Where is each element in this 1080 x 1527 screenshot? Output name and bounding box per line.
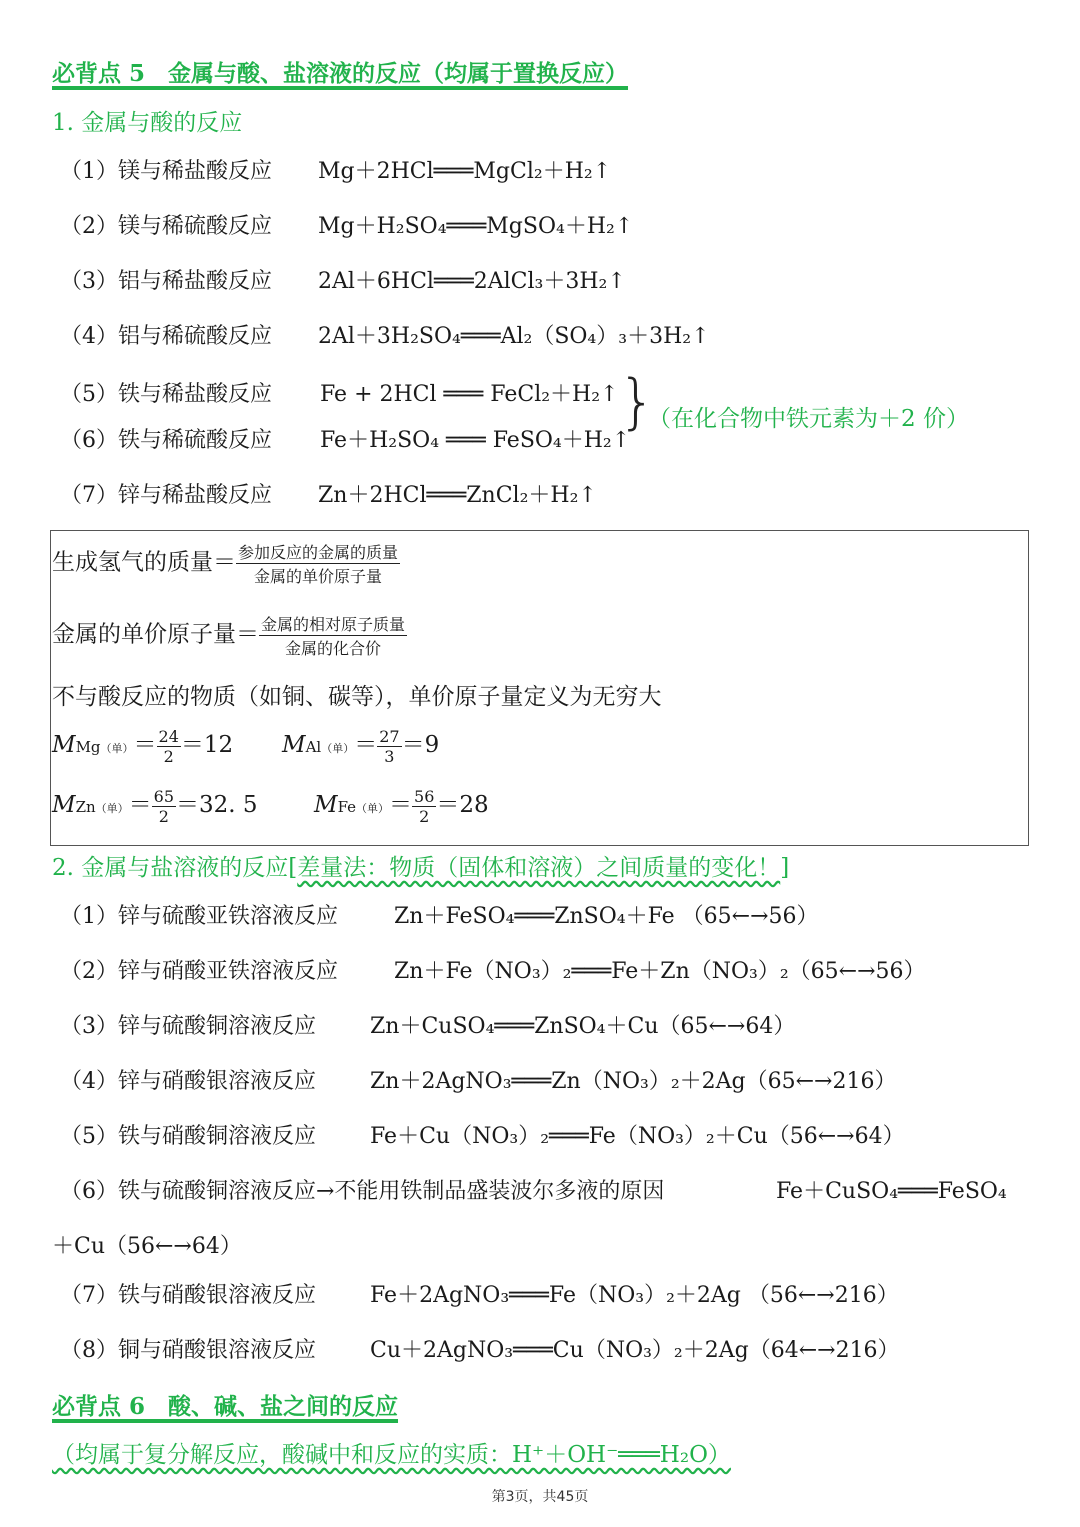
reaction-equation: Mg＋H₂SO₄═══MgSO₄＋H₂↑ [318,214,634,239]
reaction-equation: Fe＋Cu（NO₃）₂═══Fe（NO₃）₂＋Cu（56←→64） [370,1124,905,1149]
fraction [157,727,181,766]
reaction-equation: Zn＋2HCl═══ZnCl₂＋H₂↑ [318,483,597,508]
reaction-label: （8）铜与硝酸银溶液反应 [60,1338,316,1363]
page-number: 第3页，共45页 [491,1489,589,1505]
mg-calc [52,726,233,766]
calc-result: ＝9 [401,732,440,758]
fraction-denominator: 2 [158,806,169,826]
reaction-label: （7）锌与稀盐酸反应 [60,483,272,508]
reaction-label: （2）镁与稀硫酸反应 [60,214,272,239]
formula-lhs: 生成氢气的质量＝ [52,549,236,576]
reaction-equation: Zn＋Fe（NO₃）₂═══Fe＋Zn（NO₃）₂（65←→56） [394,959,926,984]
element-subscript: Al [305,738,322,756]
equals-sign: ＝ [128,792,152,818]
fraction-denominator: 3 [384,746,395,766]
fe-calc [314,786,489,826]
calc-result: ＝28 [436,792,489,818]
fraction-denominator: 2 [419,806,430,826]
reaction-label: （3）锌与硫酸铜溶液反应 [60,1014,316,1039]
reaction-label: （6）铁与硫酸铜溶液反应→不能用铁制品盛装波尔多液的原因 [60,1179,665,1204]
unit-tag: （单） [100,742,134,755]
fraction-numerator: 参加反应的金属的质量 [236,540,400,564]
element-subscript: Fe [337,798,357,816]
subsection-suffix: ] [780,855,790,881]
reaction-label: （1）镁与稀盐酸反应 [60,159,272,184]
fraction [412,787,436,826]
infinity-note: 不与酸反应的物质（如铜、碳等），单价原子量定义为无穷大 [52,684,662,710]
al-calc [282,726,439,766]
formula-lhs: 金属的单价原子量＝ [52,621,259,648]
reaction-label: （2）锌与硝酸亚铁溶液反应 [60,959,338,984]
reaction-equation: 2Al＋3H₂SO₄═══Al₂（SO₄）₃＋3H₂↑ [318,324,710,349]
equals-sign: ＝ [133,732,157,758]
section-title: 必背点 5 金属与酸、盐溶液的反应（均属于置换反应） [52,60,629,87]
reaction-equation: Cu＋2AgNO₃═══Cu（NO₃）₂＋2Ag（64←→216） [370,1338,900,1363]
reaction-equation: Zn＋CuSO₄═══ZnSO₄＋Cu（65←→64） [370,1014,796,1039]
fraction-numerator: 金属的相对原子质量 [259,612,407,636]
subsection-prefix: 2. 金属与盐溶液的反应[ [52,855,298,881]
reaction-equation: 2Al＋6HCl═══2AlCl₃＋3H₂↑ [318,269,626,294]
reaction-equation-continued: ＋Cu（56←→64） [52,1234,242,1259]
unit-tag: （单） [321,742,355,755]
section-title-6: 必背点 6 酸、碱、盐之间的反应 [52,1393,399,1420]
reaction-equation: Fe＋H₂SO₄ ═══ FeSO₄＋H₂↑ [320,428,631,453]
equals-sign: ＝ [389,792,413,818]
fraction [236,540,400,587]
fraction [152,787,176,826]
reaction-label: （5）铁与硝酸铜溶液反应 [60,1124,316,1149]
reaction-label: （5）铁与稀盐酸反应 [60,382,272,407]
fraction [259,612,407,659]
reaction-equation: Fe＋2AgNO₃═══Fe（NO₃）₂＋2Ag （56←→216） [370,1283,899,1308]
fraction [377,727,401,766]
reaction-equation: Fe + 2HCl ═══ FeCl₂＋H₂↑ [320,382,619,407]
fraction-denominator: 金属的化合价 [285,639,382,658]
reaction-label: （3）铝与稀盐酸反应 [60,269,272,294]
double-decomposition-note: （均属于复分解反应，酸碱中和反应的实质：H⁺＋OH⁻═══H₂O） [52,1442,731,1468]
reaction-label: （4）锌与硝酸银溶液反应 [60,1069,316,1094]
reaction-equation: Zn＋FeSO₄═══ZnSO₄＋Fe （65←→56） [394,904,819,929]
reaction-equation: Mg＋2HCl═══MgCl₂＋H₂↑ [318,159,612,184]
difference-method-note: 差量法：物质（固体和溶液）之间质量的变化！ [297,855,781,881]
unit-tag: （单） [356,802,390,815]
fraction-denominator: 金属的单价原子量 [254,567,383,586]
fraction-denominator: 2 [163,746,174,766]
reaction-label: （4）铝与稀硫酸反应 [60,324,272,349]
reaction-equation: Fe＋CuSO₄═══FeSO₄ [776,1179,1007,1204]
unit-tag: （单） [95,802,129,815]
fraction-numerator: 24 [158,726,179,746]
element-subscript: Zn [75,798,96,816]
reaction-label: （6）铁与稀硫酸反应 [60,428,272,453]
subsection-title: 1. 金属与酸的反应 [52,110,243,136]
reaction-equation: Zn＋2AgNO₃═══Zn（NO₃）₂＋2Ag（65←→216） [370,1069,897,1094]
mass-symbol: M [314,792,338,818]
fraction-numerator: 65 [153,786,175,806]
subsection-title-2 [52,849,789,882]
reaction-label: （1）锌与硫酸亚铁溶液反应 [60,904,338,929]
calc-result: ＝12 [180,732,234,758]
hydrogen-mass-formula [52,540,400,587]
mass-symbol: M [282,732,306,758]
calc-result: ＝32. 5 [176,792,258,818]
mass-symbol: M [52,732,76,758]
mass-symbol: M [52,792,76,818]
fraction-numerator: 27 [379,726,400,746]
equals-sign: ＝ [354,732,378,758]
zn-calc [52,786,258,826]
fraction-numerator: 56 [414,786,435,806]
reaction-label: （7）铁与硝酸银溶液反应 [60,1283,316,1308]
element-subscript: Mg [75,738,101,756]
unit-atomic-mass-formula [52,612,407,659]
right-brace: } [618,367,657,437]
iron-valence-note: （在化合物中铁元素为＋2 价） [648,406,969,432]
